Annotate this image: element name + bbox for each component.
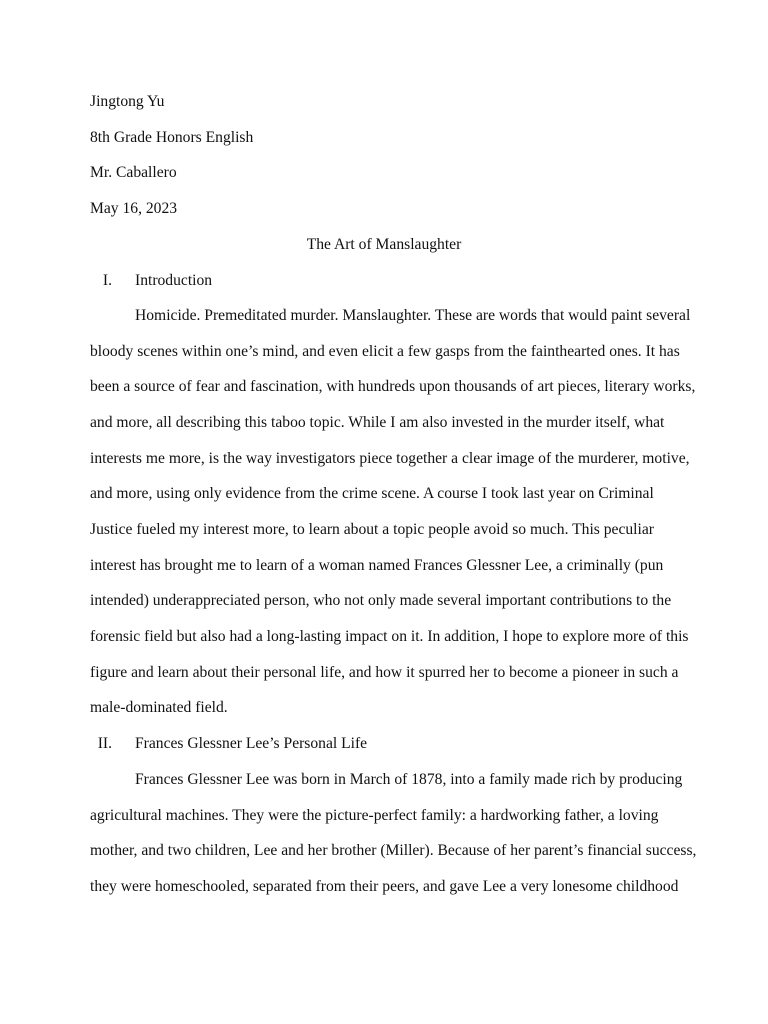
teacher-name: Mr. Caballero	[90, 164, 177, 181]
date-line: May 16, 2023	[90, 200, 178, 217]
paragraph-line: bloody scenes within one’s mind, and even elicit a few gasps from the fainthearted ones. It has	[90, 343, 680, 360]
section-title: Frances Glessner Lee’s Personal Life	[135, 735, 368, 752]
paragraph-line: and more, using only evidence from the crime scene. A course I took last year on Criminal	[90, 485, 654, 502]
section-heading-personal-life	[0, 734, 768, 754]
paragraph-line: Frances Glessner Lee was born in March of 1878, into a family made rich by producing	[135, 771, 683, 788]
section-numeral: II.	[97, 735, 112, 752]
paragraph-line: agricultural machines. They were the picture-perfect family: a hardworking father, a loving	[90, 807, 659, 824]
section-numeral: I.	[102, 272, 112, 289]
paragraph-line: forensic field but also had a long-lasting impact on it. In addition, I hope to explore more of this	[90, 628, 689, 645]
paragraph-line: mother, and two children, Lee and her brother (Miller). Because of her parent’s financial success,	[90, 842, 697, 859]
section-heading-introduction	[0, 271, 768, 291]
paragraph-line: and more, all describing this taboo topic. While I am also invested in the murder itself, what	[90, 414, 665, 431]
paragraph-line: Justice fueled my interest more, to learn about a topic people avoid so much. This peculiar	[90, 521, 654, 538]
course-name: 8th Grade Honors English	[90, 129, 254, 146]
paragraph-line: Homicide. Premeditated murder. Manslaughter. These are words that would paint several	[135, 307, 691, 324]
paragraph-line: interests me more, is the way investigators piece together a clear image of the murderer, motive,	[90, 450, 690, 467]
paragraph-line: they were homeschooled, separated from their peers, and gave Lee a very lonesome childhood	[90, 878, 679, 895]
paragraph-line: male-dominated field.	[90, 699, 228, 716]
essay-title: The Art of Manslaughter	[306, 236, 462, 253]
paragraph-line: intended) underappreciated person, who not only made several important contributions to the	[90, 592, 672, 609]
section-title: Introduction	[135, 272, 213, 289]
author-name: Jingtong Yu	[90, 93, 165, 110]
paragraph-line: been a source of fear and fascination, with hundreds upon thousands of art pieces, literary works,	[90, 378, 696, 395]
paragraph-line: interest has brought me to learn of a woman named Frances Glessner Lee, a criminally (pun	[90, 557, 664, 574]
paragraph-line: figure and learn about their personal life, and how it spurred her to become a pioneer in such a	[90, 664, 679, 681]
